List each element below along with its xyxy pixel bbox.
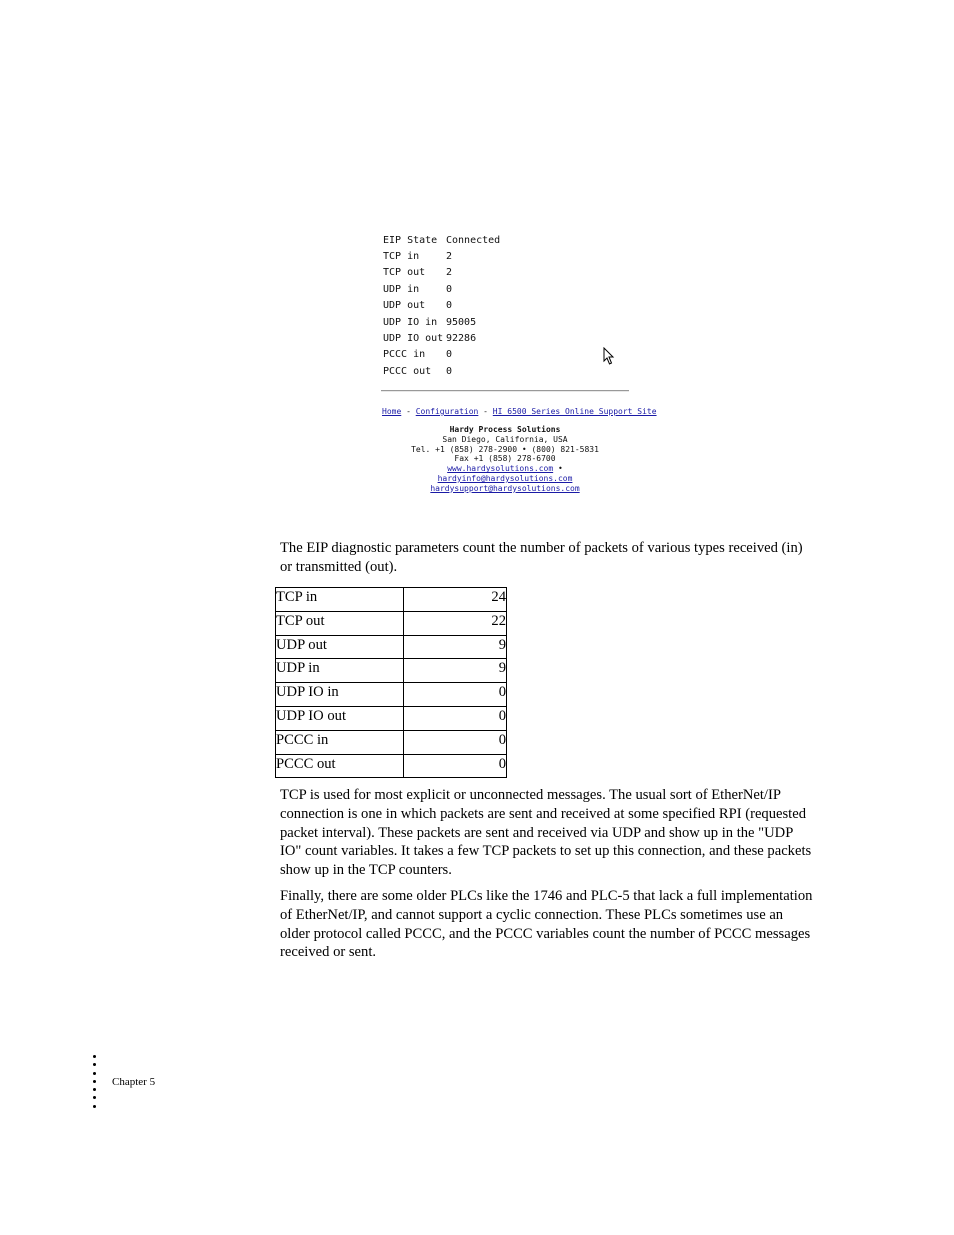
eip-value: 0 bbox=[446, 366, 453, 377]
param-name: TCP out bbox=[276, 611, 404, 635]
nav-links bbox=[382, 407, 657, 416]
support-email-line bbox=[380, 484, 630, 494]
mouse-cursor-icon bbox=[603, 347, 615, 365]
company-fax: Fax +1 (858) 278-6700 bbox=[454, 454, 556, 464]
eip-label: UDP in bbox=[383, 284, 420, 295]
table-row bbox=[276, 659, 507, 683]
eip-label: PCCC in bbox=[383, 349, 426, 360]
table-row bbox=[276, 611, 507, 635]
margin-dots-decoration bbox=[93, 1055, 97, 1113]
eip-label: UDP IO in bbox=[383, 317, 438, 328]
eip-value: 2 bbox=[446, 267, 453, 278]
support-site-link[interactable]: HI 6500 Series Online Support Site bbox=[492, 407, 657, 416]
param-value: 0 bbox=[404, 706, 507, 730]
nav-separator: - bbox=[401, 407, 416, 416]
table-row bbox=[276, 683, 507, 707]
info-email-link[interactable]: hardyinfo@hardysolutions.com bbox=[437, 473, 573, 483]
contact-separator: • bbox=[553, 464, 563, 474]
param-name: UDP IO in bbox=[276, 683, 404, 707]
eip-label: TCP in bbox=[383, 251, 420, 262]
param-value: 24 bbox=[404, 588, 507, 612]
support-email-link[interactable]: hardysupport@hardysolutions.com bbox=[430, 483, 580, 493]
eip-value: 0 bbox=[446, 284, 453, 295]
eip-value: Connected bbox=[446, 235, 501, 246]
home-link[interactable]: Home bbox=[382, 407, 402, 416]
table-row bbox=[276, 754, 507, 778]
eip-label: UDP out bbox=[383, 300, 426, 311]
eip-label: EIP State bbox=[383, 235, 438, 246]
company-phone: Tel. +1 (858) 278-2900 • (800) 821-5831 bbox=[411, 444, 599, 454]
param-name: PCCC in bbox=[276, 730, 404, 754]
param-value: 0 bbox=[404, 754, 507, 778]
eip-value: 95005 bbox=[446, 317, 477, 328]
divider bbox=[381, 390, 629, 392]
company-name: Hardy Process Solutions bbox=[449, 425, 561, 434]
param-name: TCP in bbox=[276, 588, 404, 612]
intro-paragraph: The EIP diagnostic parameters count the number of packets of various types received (in) or transmitted (out). bbox=[280, 540, 803, 575]
tcp-paragraph: TCP is used for most explicit or unconnected messages. The usual sort of EtherNet/IP connection is one in which packets are sent and received at some specified RPI (requested packet interval). These packets are sent and received via UDP and show up in the "UDP IO" count variables. It takes a few TCP packets to set up this connection, and these packets show up in the TCP counters. bbox=[280, 787, 812, 879]
eip-value: 0 bbox=[446, 300, 453, 311]
param-value: 22 bbox=[404, 611, 507, 635]
table-row bbox=[276, 635, 507, 659]
param-name: UDP IO out bbox=[276, 706, 404, 730]
param-value: 9 bbox=[404, 635, 507, 659]
chapter-label: Chapter 5 bbox=[112, 1076, 156, 1088]
param-value: 0 bbox=[404, 730, 507, 754]
company-location: San Diego, California, USA bbox=[442, 434, 568, 444]
table-row bbox=[276, 588, 507, 612]
configuration-link[interactable]: Configuration bbox=[415, 407, 479, 416]
param-name: UDP out bbox=[276, 635, 404, 659]
diagnostics-table bbox=[275, 587, 507, 778]
param-name: UDP in bbox=[276, 659, 404, 683]
pccc-paragraph: Finally, there are some older PLCs like the 1746 and PLC-5 that lack a full implementation of EtherNet/IP, and cannot support a cyclic connection. These PLCs sometimes use an older protocol called PCCC, and the PCCC variables count the number of PCCC messages received or sent. bbox=[280, 888, 813, 961]
param-name: PCCC out bbox=[276, 754, 404, 778]
eip-value: 92286 bbox=[446, 333, 477, 344]
eip-label: TCP out bbox=[383, 267, 426, 278]
website-link[interactable]: www.hardysolutions.com bbox=[447, 464, 554, 474]
nav-separator: - bbox=[478, 407, 493, 416]
table-row bbox=[276, 730, 507, 754]
eip-label: PCCC out bbox=[383, 366, 432, 377]
param-value: 0 bbox=[404, 683, 507, 707]
eip-value: 0 bbox=[446, 349, 453, 360]
contact-block bbox=[380, 425, 630, 494]
eip-label: UDP IO out bbox=[383, 333, 444, 344]
eip-value: 2 bbox=[446, 251, 453, 262]
param-value: 9 bbox=[404, 659, 507, 683]
web-email-line bbox=[380, 464, 630, 484]
table-row bbox=[276, 706, 507, 730]
eip-status-screenshot bbox=[380, 232, 657, 493]
